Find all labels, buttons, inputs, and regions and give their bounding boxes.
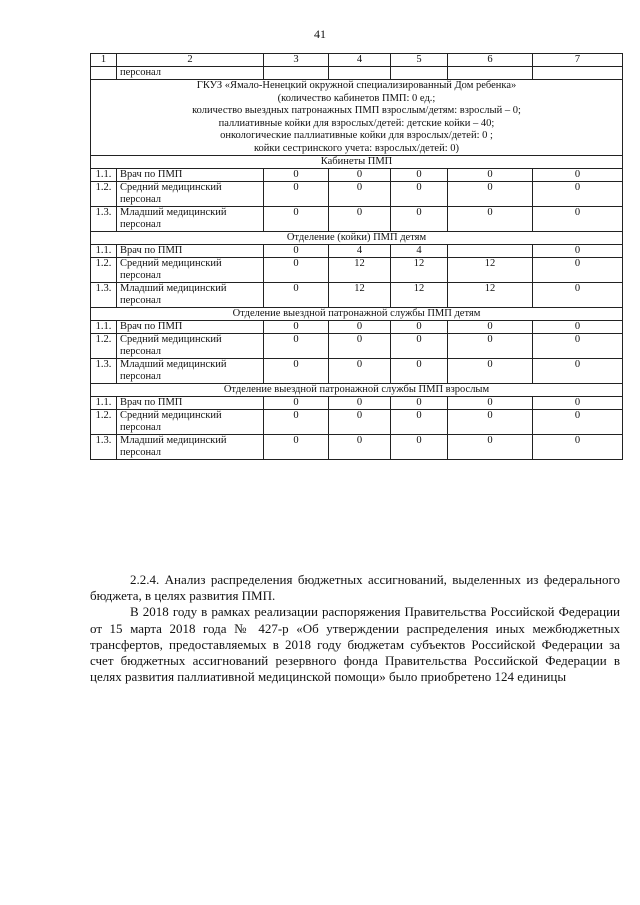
cell-value: 0 xyxy=(448,182,533,207)
cell-value: 12 xyxy=(329,283,391,308)
table-row xyxy=(91,435,623,460)
row-label: Младший медицинский персонал xyxy=(117,359,264,384)
cell-value: 0 xyxy=(264,359,329,384)
section-header-row xyxy=(91,308,623,321)
section-header-row xyxy=(91,384,623,397)
cell-value: 0 xyxy=(391,410,448,435)
row-number: 1.3. xyxy=(91,283,117,308)
row-label: Средний медицинский персонал xyxy=(117,334,264,359)
row-label: Младший медицинский персонал xyxy=(117,283,264,308)
cell-value: 0 xyxy=(533,245,623,258)
cell-value: 0 xyxy=(329,397,391,410)
cell-value: 0 xyxy=(264,435,329,460)
row-number: 1.3. xyxy=(91,207,117,232)
table-row xyxy=(91,283,623,308)
section-title: Кабинеты ПМП xyxy=(91,156,623,169)
table-row xyxy=(91,334,623,359)
row-label: Младший медицинский персонал xyxy=(117,435,264,460)
cell-value: 0 xyxy=(448,334,533,359)
row-number: 1.1. xyxy=(91,169,117,182)
carry-over-row xyxy=(91,67,623,80)
section-header-row xyxy=(91,156,623,169)
cell-value: 0 xyxy=(391,182,448,207)
cell-value: 0 xyxy=(391,397,448,410)
col-header: 1 xyxy=(91,54,117,67)
cell-value: 0 xyxy=(329,169,391,182)
cell-value: 0 xyxy=(533,397,623,410)
cell-value: 0 xyxy=(533,359,623,384)
cell-value: 12 xyxy=(448,258,533,283)
cell-value: 0 xyxy=(533,283,623,308)
row-label: Средний медицинский персонал xyxy=(117,410,264,435)
cell-value: 0 xyxy=(533,321,623,334)
row-label: Средний медицинский персонал xyxy=(117,258,264,283)
cell-value: 0 xyxy=(329,359,391,384)
table-row xyxy=(91,182,623,207)
cell-value: 0 xyxy=(533,435,623,460)
cell-value: 0 xyxy=(264,397,329,410)
cell-value: 0 xyxy=(264,245,329,258)
cell-value: 0 xyxy=(264,169,329,182)
row-label: Врач по ПМП xyxy=(117,397,264,410)
cell-value: 0 xyxy=(329,321,391,334)
cell-value: 12 xyxy=(391,258,448,283)
cell-value: 12 xyxy=(329,258,391,283)
carry-over-label: персонал xyxy=(117,67,264,80)
cell-value: 0 xyxy=(264,182,329,207)
row-number: 1.2. xyxy=(91,410,117,435)
row-number: 1.2. xyxy=(91,258,117,283)
row-number: 1.2. xyxy=(91,182,117,207)
cell-value: 4 xyxy=(329,245,391,258)
cell-value: 0 xyxy=(533,410,623,435)
row-label: Врач по ПМП xyxy=(117,321,264,334)
org-info-line: количество выездных патронажных ПМП взрослым/детям: взрослый – 0; xyxy=(192,105,521,116)
org-name: ГКУЗ «Ямало-Ненецкий окружной специализированный Дом ребенка» xyxy=(196,80,517,91)
cell-value: 0 xyxy=(391,359,448,384)
section-heading-paragraph: 2.2.4. Анализ распределения бюджетных ассигнований, выделенных из федерального бюджета, в целях развития ПМП. xyxy=(90,572,620,604)
col-header: 3 xyxy=(264,54,329,67)
cell-value: 0 xyxy=(391,435,448,460)
row-label: Врач по ПМП xyxy=(117,245,264,258)
col-header: 6 xyxy=(448,54,533,67)
row-number: 1.3. xyxy=(91,435,117,460)
table-row xyxy=(91,410,623,435)
cell-value: 0 xyxy=(264,258,329,283)
col-header: 4 xyxy=(329,54,391,67)
table-row xyxy=(91,321,623,334)
body-paragraph: В 2018 году в рамках реализации распоряжения Правительства Российской Федерации от 15 марта 2018 года № 427-р «Об утверждении распределения иных межбюджетных трансфертов, предоставляемых в 2018 году бюджетам субъектов Российской Федерации за счет бюджетных ассигнований резервного фонда Правительства Российской Федерации в целях развития паллиативной медицинской помощи» было приобретено 124 единицы xyxy=(90,604,620,685)
row-label: Врач по ПМП xyxy=(117,169,264,182)
section-title: Отделение (койки) ПМП детям xyxy=(91,232,623,245)
row-label: Младший медицинский персонал xyxy=(117,207,264,232)
table-row xyxy=(91,169,623,182)
section-title: Отделение выездной патронажной службы ПМП детям xyxy=(91,308,623,321)
cell-value: 0 xyxy=(533,169,623,182)
col-header: 5 xyxy=(391,54,448,67)
cell-value: 0 xyxy=(448,207,533,232)
cell-value: 0 xyxy=(448,435,533,460)
cell-value: 0 xyxy=(533,182,623,207)
cell-value: 0 xyxy=(391,334,448,359)
table-row xyxy=(91,245,623,258)
table-row xyxy=(91,359,623,384)
cell-value: 0 xyxy=(533,207,623,232)
row-label: Средний медицинский персонал xyxy=(117,182,264,207)
row-number: 1.2. xyxy=(91,334,117,359)
cell-value: 0 xyxy=(329,207,391,232)
cell-value: 0 xyxy=(264,283,329,308)
cell-value: 0 xyxy=(264,207,329,232)
col-header: 7 xyxy=(533,54,623,67)
cell-value: 4 xyxy=(391,245,448,258)
cell-value: 0 xyxy=(264,334,329,359)
cell-value: 12 xyxy=(391,283,448,308)
col-header: 2 xyxy=(117,54,264,67)
organization-info-row xyxy=(91,80,623,156)
org-info-line: койки сестринского учета: взрослых/детей: 0) xyxy=(253,142,460,154)
page-number: 41 xyxy=(314,27,326,41)
row-number: 1.1. xyxy=(91,245,117,258)
table-row xyxy=(91,397,623,410)
cell-value: 0 xyxy=(448,397,533,410)
row-number: 1.3. xyxy=(91,359,117,384)
cell-value: 0 xyxy=(264,410,329,435)
table-row xyxy=(91,207,623,232)
cell-value: 0 xyxy=(448,410,533,435)
cell-value: 0 xyxy=(448,359,533,384)
table-row xyxy=(91,258,623,283)
cell-value: 0 xyxy=(448,321,533,334)
org-info-line: (количество кабинетов ПМП: 0 ед.; xyxy=(277,92,436,104)
cell-value: 0 xyxy=(533,334,623,359)
column-header-row xyxy=(91,54,623,67)
cell-value xyxy=(448,245,533,258)
cell-value: 12 xyxy=(448,283,533,308)
cell-value: 0 xyxy=(329,435,391,460)
body-text xyxy=(90,572,620,685)
org-info-line: онкологические паллиативные койки для взрослых/детей: 0 ; xyxy=(220,130,493,141)
row-number: 1.1. xyxy=(91,321,117,334)
cell-value: 0 xyxy=(329,410,391,435)
cell-value: 0 xyxy=(329,334,391,359)
section-header-row xyxy=(91,232,623,245)
cell-value: 0 xyxy=(391,321,448,334)
staffing-table xyxy=(90,53,623,460)
cell-value: 0 xyxy=(329,182,391,207)
cell-value: 0 xyxy=(391,169,448,182)
cell-value: 0 xyxy=(264,321,329,334)
cell-value: 0 xyxy=(391,207,448,232)
cell-value: 0 xyxy=(533,258,623,283)
cell-value: 0 xyxy=(448,169,533,182)
org-info-line: паллиативные койки для взрослых/детей: детские койки – 40; xyxy=(218,117,495,129)
section-title: Отделение выездной патронажной службы ПМП взрослым xyxy=(91,384,623,397)
row-number: 1.1. xyxy=(91,397,117,410)
